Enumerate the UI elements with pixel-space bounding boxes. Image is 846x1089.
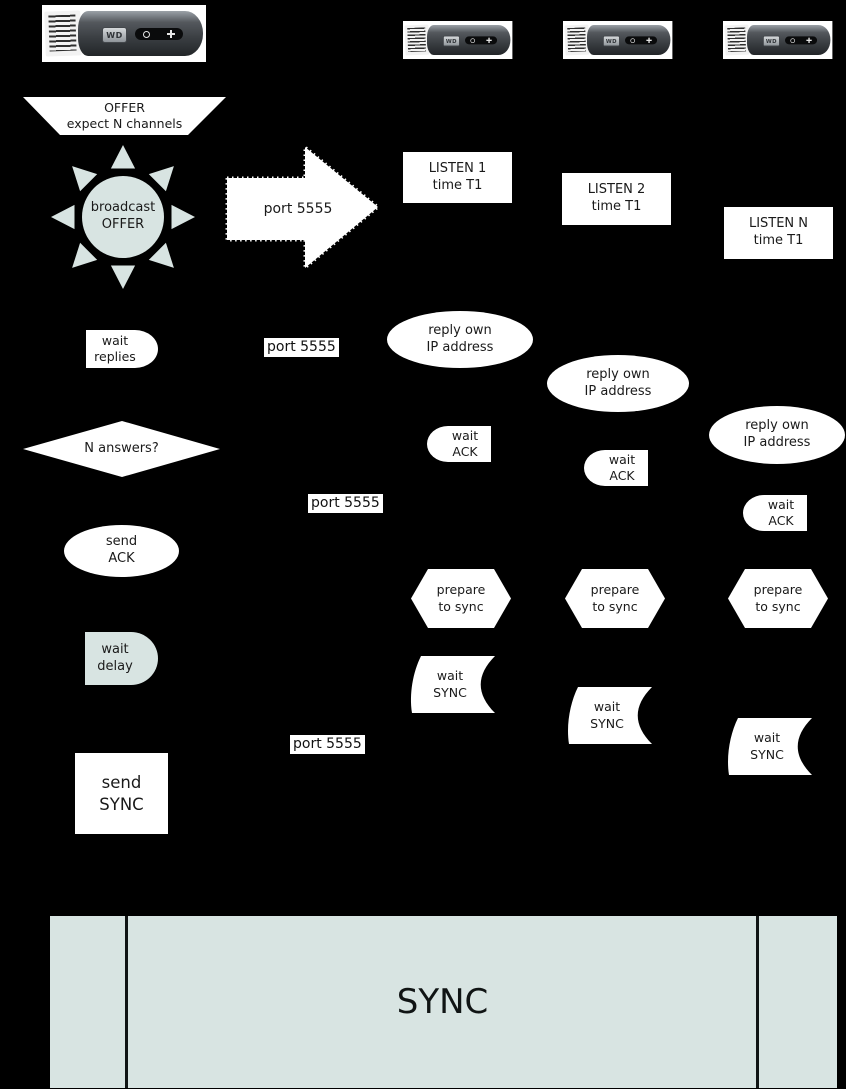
wait-delay-shape — [85, 632, 158, 685]
send-ack-line1: send — [105, 534, 138, 550]
power-icon — [471, 38, 476, 43]
listenN-line2: time T1 — [753, 233, 804, 248]
listen-box-2 — [562, 173, 671, 225]
wait-ack3-line1: wait — [767, 496, 795, 512]
sync-timeline-bar — [50, 916, 837, 1088]
broadcast-offer-sun — [52, 140, 202, 295]
send-sync-line1: send — [101, 773, 142, 793]
broadcast-arrow — [225, 145, 382, 270]
broadcast-line1: broadcast — [90, 200, 156, 216]
wait-sync-shape-2 — [568, 687, 653, 744]
prepare2-line2: to sync — [592, 598, 638, 614]
wait-sync2-line1: wait — [593, 699, 621, 715]
prepare1-line1: prepare — [436, 582, 486, 598]
device-vent-cap — [404, 25, 429, 56]
reply-ip-ellipse-2 — [547, 355, 689, 412]
device-vent-cap — [44, 10, 82, 56]
wait-sync1-line2: SYNC — [433, 684, 467, 700]
port-label-2: port 5555 — [308, 494, 383, 513]
wait-sync1-line1: wait — [436, 668, 464, 684]
port-label-3: port 5555 — [290, 735, 365, 754]
listen2-line2: time T1 — [591, 199, 642, 214]
wait-delay-line2: delay — [97, 658, 133, 674]
power-icon — [143, 31, 150, 38]
prepare2-line1: prepare — [590, 582, 640, 598]
wait-sync3-line1: wait — [753, 730, 781, 746]
port-label-1: port 5555 — [264, 338, 339, 357]
device-button-panel — [785, 36, 817, 44]
wait-ack2-line2: ACK — [609, 468, 635, 483]
listen-box-1 — [403, 152, 512, 203]
device-vent-cap — [724, 25, 749, 56]
listen1-line2: time T1 — [432, 177, 483, 193]
listen-box-n — [724, 207, 833, 259]
prepare3-line1: prepare — [753, 582, 803, 598]
device-button-panel — [465, 36, 497, 44]
send-sync-line2: SYNC — [99, 794, 144, 814]
wd-logo: WD — [763, 36, 780, 47]
wait-ack1-line1: wait — [451, 427, 479, 443]
prepare-sync-hex-1 — [411, 569, 511, 628]
wd-logo: WD — [603, 36, 620, 47]
arrow-port-label: port 5555 — [263, 200, 333, 217]
reply1-line1: reply own — [428, 322, 492, 338]
wait-delay-line1: wait — [101, 641, 129, 657]
wd-device-receiver-1 — [403, 21, 512, 59]
prepare-sync-hex-2 — [565, 569, 665, 628]
sync-bar-label: SYNC — [396, 982, 489, 1022]
prepare-sync-hex-3 — [728, 569, 828, 628]
wait-replies-delay — [86, 330, 158, 368]
reply2-line1: reply own — [586, 366, 650, 382]
device-vent-cap — [564, 25, 589, 56]
offer-line1: OFFER — [104, 99, 145, 115]
wd-device-receiver-n — [723, 21, 832, 59]
prepare3-line2: to sync — [755, 598, 801, 614]
reply-ip-ellipse-1 — [387, 311, 533, 368]
reply-ip-ellipse-3 — [709, 406, 845, 464]
reply2-line2: IP address — [584, 383, 652, 399]
send-sync-box — [75, 753, 168, 834]
plus-icon — [646, 38, 651, 43]
reply3-line1: reply own — [745, 418, 809, 434]
wait-replies-line2: replies — [94, 349, 136, 364]
listen1-line1: LISTEN 1 — [428, 160, 487, 176]
listen2-line1: LISTEN 2 — [587, 182, 646, 198]
device-button-panel — [135, 28, 183, 40]
wd-device-receiver-2 — [563, 21, 672, 59]
wait-replies-line1: wait — [101, 332, 129, 348]
device-button-panel — [625, 36, 657, 44]
send-ack-ellipse — [64, 525, 179, 577]
reply1-line2: IP address — [426, 339, 494, 355]
offer-line2: expect N channels — [66, 116, 183, 131]
power-icon — [791, 38, 796, 43]
wait-sync-shape-1 — [411, 656, 496, 713]
prepare1-line2: to sync — [438, 598, 484, 614]
wait-sync3-line2: SYNC — [750, 746, 784, 762]
wait-ack3-line2: ACK — [768, 513, 794, 528]
wait-sync2-line2: SYNC — [590, 715, 624, 731]
n-answers-decision — [23, 421, 220, 477]
offer-trapezoid — [23, 97, 226, 135]
wait-ack-delay-1 — [427, 426, 491, 462]
wd-device-sender — [42, 5, 206, 62]
power-icon — [631, 38, 636, 43]
wait-ack-delay-2 — [584, 450, 648, 486]
n-answers-text: N answers? — [84, 440, 159, 456]
reply3-line2: IP address — [743, 435, 811, 450]
wait-ack2-line1: wait — [608, 451, 636, 467]
listenN-line1: LISTEN N — [748, 216, 809, 232]
wait-sync-shape-3 — [728, 718, 813, 775]
wait-ack-delay-3 — [743, 495, 807, 531]
wait-ack1-line2: ACK — [452, 444, 478, 459]
wd-logo: WD — [102, 27, 127, 43]
wd-logo: WD — [443, 36, 460, 47]
send-ack-line2: ACK — [108, 551, 135, 566]
plus-icon — [806, 38, 811, 43]
plus-icon — [167, 30, 175, 38]
broadcast-line2: OFFER — [101, 217, 145, 232]
plus-icon — [486, 38, 491, 43]
